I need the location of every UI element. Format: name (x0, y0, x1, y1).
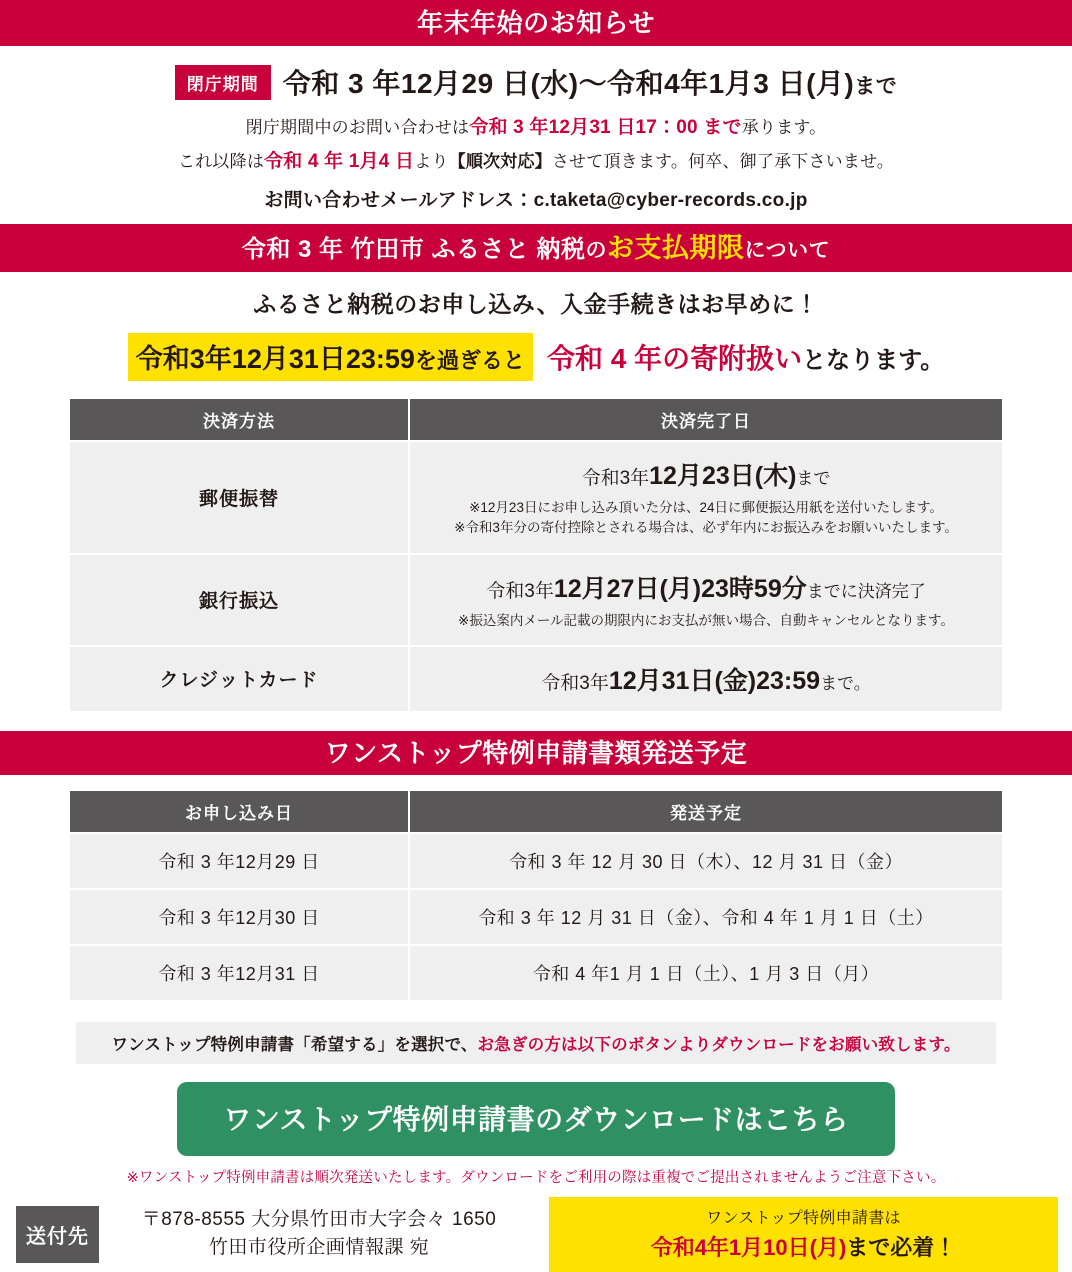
payment-date-subnotes (418, 498, 994, 539)
download-caption: ※ワンストップ特例申請書は順次発送いたします。ダウンロードをご利用の際は重複でご提出されませんようご注意下さい。 (126, 1169, 946, 1186)
address-line-2: 竹田市役所企画情報課 宛 (208, 1237, 430, 1259)
arrival-deadline-box (549, 1197, 1058, 1272)
payment-method-label: クレジットカード (159, 670, 319, 692)
payment-method-cell (69, 646, 409, 712)
payment-date-pre: 令和3年 (486, 580, 554, 602)
closed-period-row (0, 62, 1072, 102)
contact-mail-line[interactable]: お問い合わせメールアドレス：c.taketa@cyber-records.co.jp (264, 190, 808, 211)
arrival-deadline-line-2 (555, 1231, 1052, 1262)
onestop-apply-date: 令和 3 年12月29 日 (69, 833, 409, 889)
payment-date-main (418, 569, 994, 605)
onestop-note-red: お急ぎの方は以下のボタンよりダウンロードをお願い致します。 (477, 1035, 961, 1054)
payment-date-big: 12月27日(月)23時59分 (553, 574, 807, 603)
payment-method-cell (69, 441, 409, 554)
send-to-tag: 送付先 (16, 1206, 99, 1263)
payment-method-label: 銀行振込 (198, 591, 279, 613)
payment-method-label: 郵便振替 (198, 488, 279, 510)
notice-line-1-post: 承ります。 (741, 118, 827, 137)
notice-line-1-pre: 閉庁期間中のお問い合わせは (245, 118, 470, 137)
notice-line-2 (0, 146, 1072, 173)
notice-line-2-pre: これ以降は (178, 152, 265, 171)
notice-section (0, 46, 1072, 224)
payment-date-main (418, 661, 994, 697)
onestop-apply-date: 令和 3 年12月31 日 (69, 945, 409, 1001)
notice-line-1-red: 令和 3 年12月31 日17：00 まで (469, 117, 742, 138)
payment-date-pre: 令和3年 (541, 672, 609, 694)
onestop-note-black: ワンストップ特例申請書「希望する」を選択で、 (111, 1035, 478, 1054)
onestop-table-header-row (69, 790, 1003, 833)
notice-line-2-bold: 【順次対応】 (448, 152, 552, 171)
notice-band-title: 年末年始のお知らせ (0, 0, 1072, 46)
notice-line-2-mid: より (414, 152, 449, 171)
onestop-note (76, 1022, 996, 1064)
deadline-highlight-date: 令和3年12月31日23:59 (135, 344, 415, 374)
payment-table-header-method: 決済方法 (69, 398, 409, 441)
table-row (69, 646, 1003, 712)
notice-line-1 (0, 112, 1072, 139)
onestop-ship-date: 令和 3 年 12 月 31 日（金）、令和 4 年 1 月 1 日（土） (409, 889, 1003, 945)
footer-section (0, 1197, 1072, 1272)
payment-hurry-text: ふるさと納税のお申し込み、入金手続きはお早めに！ (253, 291, 819, 317)
address-line-1: 〒878-8555 大分県竹田市大字会々 1650 (141, 1208, 497, 1230)
payment-date-big: 12月23日(木) (649, 462, 797, 490)
payment-date-post: まで。 (820, 673, 871, 693)
onestop-ship-date: 令和 4 年1 月 1 日（土）、1 月 3 日（月） (409, 945, 1003, 1001)
onestop-band-title: ワンストップ特例申請書類発送予定 (0, 731, 1072, 775)
payment-date-subnote: ※令和3年分の寄付控除とされる場合は、必ず年内にお振込みをお願いいたします。 (454, 520, 958, 536)
payment-table-header-date: 決済完了日 (409, 398, 1003, 441)
arrival-deadline-tail: まで必着！ (846, 1234, 957, 1260)
download-onestop-button[interactable]: ワンストップ特例申請書のダウンロードはこちら (177, 1082, 895, 1156)
payment-date-post: まで (796, 469, 831, 488)
table-row (69, 833, 1003, 889)
onestop-ship-date: 令和 3 年 12 月 30 日（木）、12 月 31 日（金） (409, 833, 1003, 889)
payment-band-title (0, 224, 1072, 272)
table-row (69, 945, 1003, 1001)
payment-table-header-row (69, 398, 1003, 441)
payment-band-no: の (585, 239, 608, 262)
payment-date-pre: 令和3年 (581, 468, 650, 489)
payment-section (0, 272, 1072, 713)
notice-line-2-post: させて頂きます。何卒、御了承下さいませ。 (551, 152, 894, 171)
arrival-deadline-date: 令和4年1月10日(月) (650, 1234, 847, 1260)
onestop-table (68, 789, 1004, 1002)
payment-date-cell (409, 554, 1003, 646)
payment-table (68, 397, 1004, 713)
deadline-highlight-tail: を過ぎると (414, 348, 525, 373)
payment-date-main (418, 456, 994, 492)
deadline-after (547, 337, 944, 377)
payment-band-yellow: お支払期限 (607, 233, 745, 263)
payment-method-cell (69, 554, 409, 646)
payment-date-big: 12月31日(金)23:59 (608, 666, 821, 695)
payment-date-cell (409, 646, 1003, 712)
onestop-apply-date: 令和 3 年12月30 日 (69, 889, 409, 945)
deadline-highlight (128, 333, 533, 381)
payment-date-post: までに決済完了 (806, 581, 926, 601)
onestop-table-header-apply: お申し込み日 (69, 790, 409, 833)
table-row (69, 889, 1003, 945)
onestop-section (0, 775, 1072, 1187)
payment-band-pre: 令和 3 年 竹田市 ふるさと 納税 (241, 236, 586, 263)
closed-period-dates (283, 62, 898, 102)
closed-period-dates-text: 令和 3 年12月29 日(水)〜令和4年1月3 日(月) (282, 68, 855, 99)
deadline-red-year: 令和 4 年 (546, 343, 663, 374)
send-to-address (109, 1206, 529, 1263)
table-row (69, 554, 1003, 646)
payment-date-subnote: ※振込案内メール記載の期限内にお支払が無い場合、自動キャンセルとなります。 (458, 612, 954, 628)
table-row (69, 441, 1003, 554)
payment-date-subnote: ※12月23日にお申し込み頂いた分は、24日に郵便振込用紙を送付いたします。 (469, 500, 943, 515)
arrival-deadline-line-1: ワンストップ特例申請書は (706, 1209, 901, 1227)
deadline-red-tail: の寄附扱い (662, 343, 803, 374)
payment-date-cell (409, 441, 1003, 554)
closed-period-tag: 閉庁期間 (175, 65, 271, 100)
payment-date-subnotes (418, 611, 994, 631)
notice-line-2-red: 令和 4 年 1月4 日 (264, 151, 415, 172)
closed-period-dates-suffix: まで (854, 75, 898, 98)
onestop-table-header-ship: 発送予定 (409, 790, 1003, 833)
deadline-after-text: となります。 (802, 347, 945, 374)
deadline-row (0, 333, 1072, 381)
payment-band-post: について (744, 239, 831, 262)
